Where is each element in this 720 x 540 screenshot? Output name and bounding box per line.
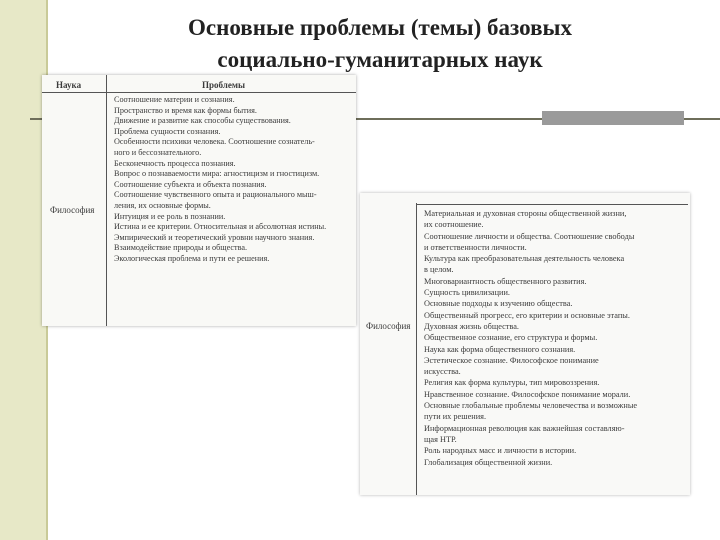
- topic-item: Пространство и время как формы бытия.: [114, 105, 257, 115]
- table-header-divider: [42, 92, 356, 93]
- topic-item: Религия как форма культуры, тип мировоззрения.: [424, 378, 600, 388]
- row-label-philosophy: Философия: [366, 321, 411, 331]
- decorative-left-band: [0, 0, 46, 540]
- topic-item: Материальная и духовная стороны общественной жизни,: [424, 209, 627, 218]
- topic-item: ного и бессознательного.: [114, 147, 202, 157]
- topic-item: Духовная жизнь общества.: [424, 321, 519, 331]
- topic-item: Соотношение субъекта и объекта познания.: [114, 179, 267, 189]
- table-column-divider: [416, 203, 417, 495]
- topic-item: в целом.: [424, 265, 454, 275]
- slide-title-line-1: Основные проблемы (темы) базовых: [188, 15, 572, 40]
- topic-item: Движение и развитие как способы существования.: [114, 116, 291, 126]
- topic-item: пути их решения.: [424, 412, 487, 422]
- topic-item: Роль народных масс и личности в истории.: [424, 446, 577, 456]
- topic-item: Бесконечность процесса познания.: [114, 158, 236, 168]
- topic-item: Эмпирический и теоретический уровни научного знания.: [114, 232, 315, 242]
- topic-item: Соотношение материи и сознания.: [114, 95, 235, 104]
- topic-item: Истина и ее критерии. Относительная и абсолютная истины.: [114, 222, 327, 232]
- topic-item: Основные глобальные проблемы человечества и возможные: [424, 401, 638, 411]
- topic-item: Эстетическое сознание. Философское понимание: [424, 355, 599, 365]
- topic-item: Информационная революция как важнейшая составляю-: [424, 423, 625, 433]
- topic-item: и ответственности личности.: [424, 242, 527, 252]
- topic-item: их соотношение.: [424, 220, 484, 230]
- topic-item: искусства.: [424, 367, 461, 377]
- table-column-divider: [106, 75, 107, 326]
- topic-list: [424, 208, 686, 468]
- topic-item: ления, их основные формы.: [114, 200, 211, 210]
- topic-item: Общественное сознание, его структура и формы.: [424, 333, 598, 343]
- topic-item: Многовариантность общественного развития.: [424, 276, 587, 286]
- table-top-border: [416, 204, 688, 205]
- header-problems: Проблемы: [202, 80, 245, 90]
- scanned-table-1: [42, 75, 356, 326]
- topic-item: Особенности психики человека. Соотношение сознатель-: [114, 137, 315, 147]
- slide-title-line-2: социально-гуманитарных наук: [217, 47, 543, 72]
- topic-item: Общественный прогресс, его критерии и основные этапы.: [424, 310, 630, 320]
- topic-item: Интуиция и ее роль в познании.: [114, 211, 226, 221]
- topic-item: Взаимодействие природы и общества.: [114, 243, 248, 253]
- topic-item: Наука как форма общественного сознания.: [424, 344, 576, 354]
- topic-item: Проблема сущности сознания.: [114, 126, 221, 136]
- topic-item: Культура как преобразовательная деятельность человека: [424, 254, 625, 264]
- decorative-block: [542, 111, 684, 125]
- topic-item: Нравственное сознание. Философское понимание морали.: [424, 389, 631, 399]
- topic-item: Основные подходы к изучению общества.: [424, 299, 573, 309]
- topic-item: Глобализация общественной жизни.: [424, 457, 553, 467]
- topic-item: Соотношение личности и общества. Соотношение свободы: [424, 231, 635, 241]
- slide-title: [120, 12, 640, 76]
- topic-item: щая НТР.: [424, 434, 457, 444]
- topic-item: Экологическая проблема и пути ее решения.: [114, 253, 270, 263]
- topic-item: Вопрос о познаваемости мира: агностицизм и гностицизм.: [114, 169, 320, 179]
- header-science: Наука: [56, 80, 82, 90]
- row-label-philosophy: Философия: [50, 205, 95, 215]
- topic-item: Соотношение чувственного опыта и рационального мыш-: [114, 190, 317, 200]
- topic-item: Сущность цивилизации.: [424, 288, 510, 298]
- scanned-table-2: [360, 193, 690, 495]
- topic-list: [114, 95, 354, 265]
